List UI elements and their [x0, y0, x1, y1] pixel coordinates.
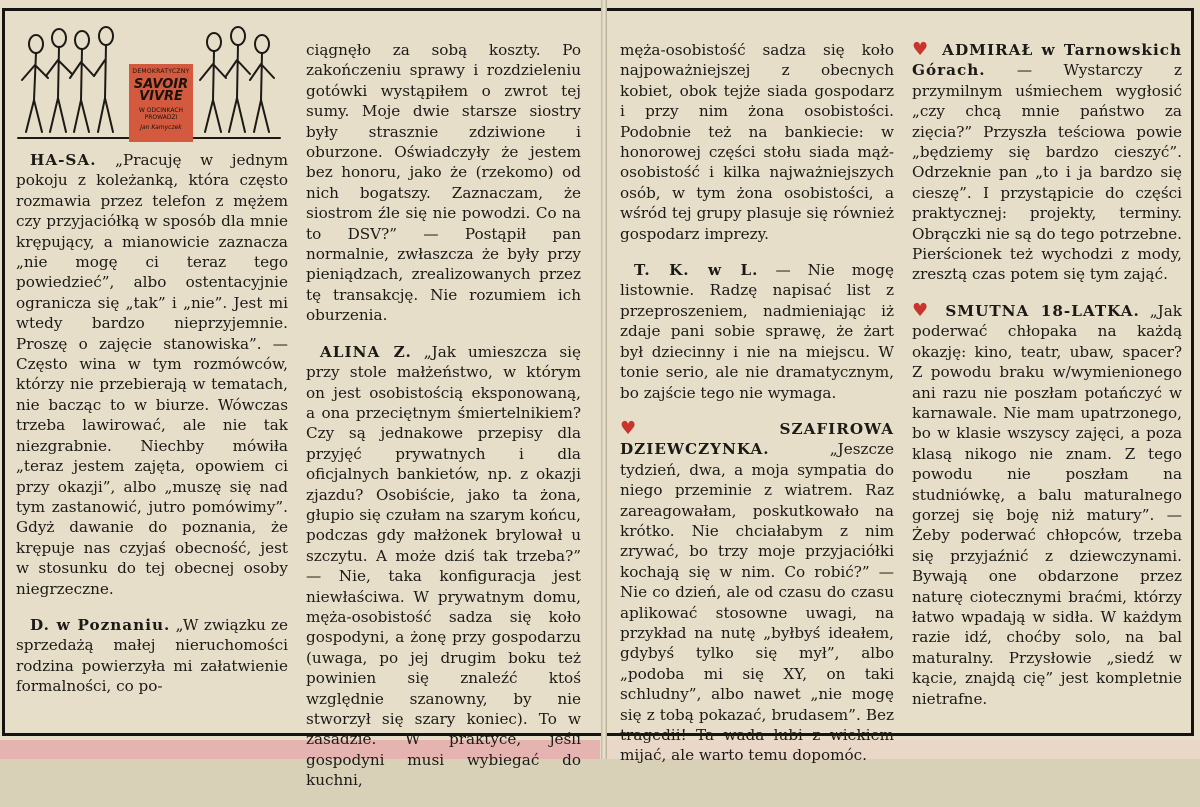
letter-smutna — [912, 301, 1182, 709]
letter-ha-sa — [16, 150, 288, 599]
letter-signature: SZAFIROWA DZIEWCZYNKA. — [620, 419, 894, 459]
letter-signature: T. K. w L. — [634, 261, 759, 280]
letter-continuation — [620, 40, 894, 244]
heart-icon: ♥ — [912, 39, 931, 60]
letter-d-poznan — [16, 615, 288, 697]
letter-signature: HA-SA. — [30, 151, 97, 169]
letter-signature: D. w Poznaniu. — [30, 615, 171, 634]
letter-text: ciągnęło za sobą koszty. Po zakończeniu sprawy i rozdzieleniu gotówki wystąpiłem o zwrot tej sumy. Moje dwie starsze siostry były strasznie zdziwione i oburzone. Oświadczyły że jestem bez honoru, jako że (rzekomo) od nich bogatszy. Zaznaczam, że siostrom źle się nie powodzi. Co na to DSV?” — Postąpił pan normalnie, zwłaszcza że były przy pieniądzach, zrealizowanych przez tę transakcję. Nie rozumiem ich oburzenia. — [306, 41, 581, 325]
letter-text: — Wystarczy z przymilnym uśmiechem wygłosić „czy chcą mnie państwo za zięcia?” Przyszła teściowa powie „będziemy się bardzo cieszyć”. Odrzeknie pan „to i ja bardzo się cieszę”. I przystąpicie do części praktycznej: projekty, terminy. Obrączki nie są do tego potrzebne. Pierścionek też wychodzi z mody, zresztą czas potem się tym zająć. — [912, 61, 1182, 284]
logo-title: SAVOIR VIVRE — [133, 77, 189, 104]
letter-text: — Nie mogę listownie. Radzę napisać list z przeproszeniem, nadmieniając iż zdaje pani sobie sprawę, że żart był dziecinny i nie na miejscu. W tonie serio, ale nie dramatycznym, bo zajście tego nie wymaga. — [620, 261, 894, 402]
column-logo — [129, 64, 193, 142]
bottom-paper-edge — [0, 740, 1200, 759]
letter-text: „Jak poderwać chłopaka na każdą okazję: kino, teatr, ubaw, spacer? Z powodu braku w/wymienionego ani razu nie poszłam potańczyć w karnawale. Nie mam upatrzonego, bo w klasie wszyscy zajęci, a poza klasą nikogo nie znam. Z tego powodu nie poszłam na studniówkę, a balu maturalnego gorzej się boję niż matury”. — Żeby poderwać chłopców, trzeba się przyjaźnić z dziewczynami. Bywają one obdarzone przez naturę ciotecznymi braćmi, którzy łatwo wpadają w sidła. W każdym razie idź, choćby solo, na bal maturalny. Przysłowie „siedź w kącie, znajdą cię” jest kompletnie nietrafne. — [912, 301, 1183, 708]
logo-author: Jan Kamyczek — [140, 124, 182, 131]
letter-text: męża-osobistość sadza się koło najpoważniejszej z obecnych kobiet, obok tejże siada gospodarz i przy nim żona osobistości. Podobnie też na bankiecie: w honorowej części stołu siada mąż-osobistość i kilka najważniejszych osób, w tym żona osobistości, a wśród tej grupy plasuje się również gospodarz imprezy. — [620, 41, 894, 243]
column-1 — [16, 150, 288, 713]
letter-signature: SMUTNA 18-LATKA. — [945, 301, 1140, 320]
letter-signature: ADMIRAŁ w Tarnowskich Górach. — [912, 41, 1182, 80]
letter-text: „Jeszcze tydzień, dwa, a moja sympatia do niego przeminie z wiatrem. Raz zareagowałam, poskutkowało na krótko. Nie chciałabym z nim zrywać, bo trzy moje przyjaciółki kochają się w nim. Co robić?” — Nie co dzień, ale od czasu do czasu aplikować stosowne uwagi, na przykład na nutę „byłbyś ideałem, gdybyś tylko się mył”, albo „podoba mi się XY, on taki schludny”, albo nawet „nie mogę się z tobą pokazać, brudasem”. Bez tragedii! Ta wada lubi z wiekiem mijać, ale warto temu dopomóc. — [620, 440, 894, 765]
logo-line-1: DEMOKRATYCZNY — [132, 68, 190, 75]
heart-icon: ♥ — [912, 299, 934, 321]
column-3 — [620, 40, 894, 782]
column-4 — [912, 40, 1182, 725]
letter-text: „Jak umieszcza się przy stole małżeństwo, w którym on jest osobistością eksponowaną, a ona przeciętnym śmiertelnikiem? Czy są jednakowe przepisy dla przyjęć prywatnych i dla oficjalnych bankietów, np. z okazji zjazdu? Osobiście, jako ta żona, głupio się czułam na szarym końcu, podczas gdy małżonek brylował u szczytu. A może dziś tak trzeba?” — Nie, taka konfiguracja jest niewłaściwa. W prywatnym domu, męża-osobistość sadza się koło gospodyni, a żonę przy gospodarzu (uwaga, po jej drugim boku też powinien się znaleźć ktoś względnie szanowny, by nie stworzył się szary koniec). To w zasadzie. W praktyce, jeśli gospodyni musi wybiegać do kuchni, — [306, 342, 581, 790]
page-fold — [601, 0, 607, 759]
letter-continuation — [306, 40, 581, 326]
letter-text: „Pracuję w jednym pokoju z koleżanką, która często rozmawia przez telefon z mężem czy przyjaciółką w sposób dla mnie krępujący, a mianowicie zaznacza „nie mogę ci teraz tego powiedzieć”, albo ostentacyjnie ogranicza się „tak” i „nie”. Jest mi wtedy bardzo nieprzyjemnie. Proszę o zajęcie stanowiska”. — Często wina w tym rozmówców, którzy nie przebierają w tematach, nie bacząc to w biurze. Wówczas trzeba lawirować, ale nie tak niezgrabnie. Niechby mówiła „teraz jestem zajęta, opowiem ci przy okazji”, albo „muszę się nad tym zastanowić, jutro pomówimy”. Gdyż dawanie do poznania, że krępuje nas czyjaś obecność, jest w stosunku do tej obecnej osoby niegrzeczne. — [16, 151, 288, 598]
header-illustration — [14, 20, 284, 146]
letter-signature: ALINA Z. — [320, 342, 412, 361]
letter-szafirowa — [620, 419, 894, 766]
letter-tkwl — [620, 260, 894, 403]
letter-alina — [306, 342, 581, 791]
column-2 — [306, 40, 581, 807]
heart-icon: ♥ — [620, 417, 768, 439]
letter-admiral — [912, 40, 1182, 285]
letter-text: „W związku ze sprzedażą małej nieruchomości rodzina powierzyła mi załatwienie formalności, co po- — [16, 615, 289, 696]
logo-line-3: W ODCINKACH PROWADZI — [138, 107, 184, 121]
